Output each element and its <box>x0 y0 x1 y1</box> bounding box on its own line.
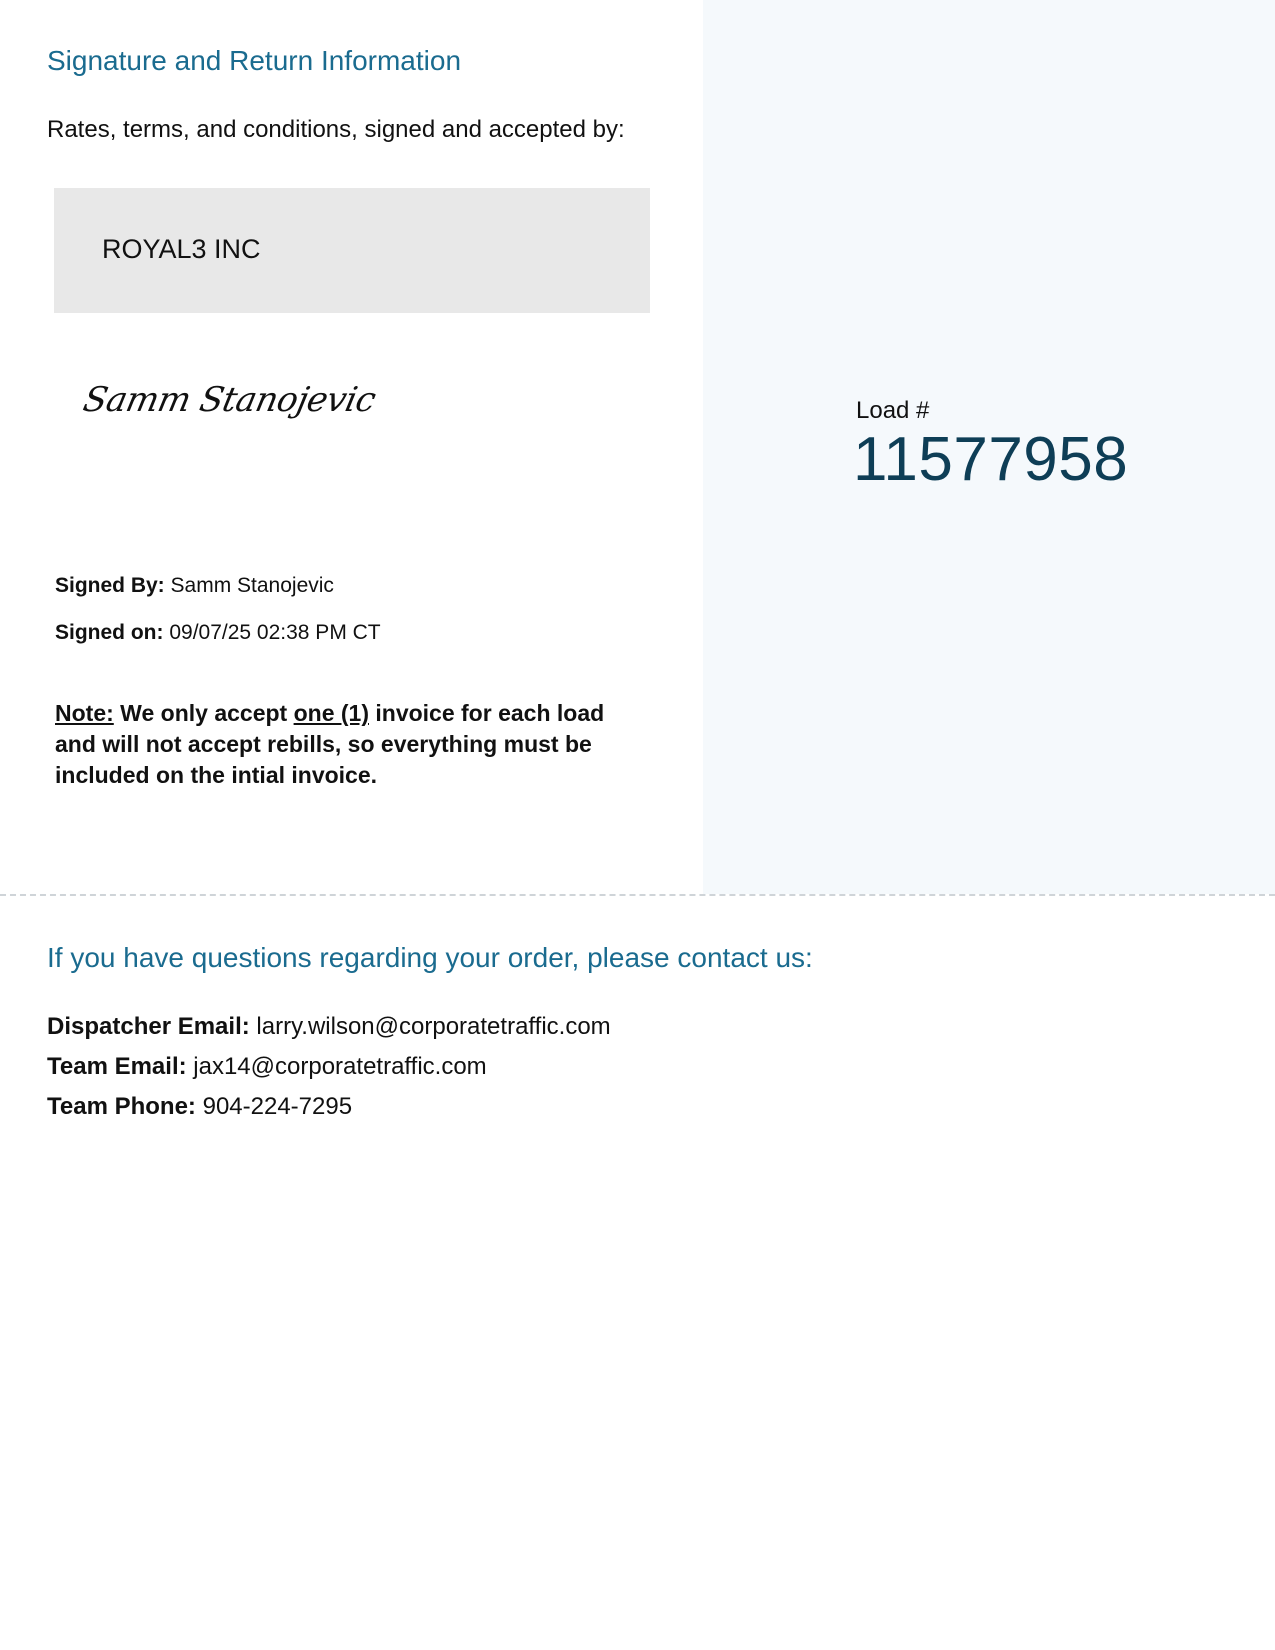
acceptance-intro: Rates, terms, and conditions, signed and accepted by: <box>47 116 625 143</box>
note-text-2: invoice for each load and will not accept rebills, so everything must be included on the intial invoice. <box>55 700 605 788</box>
dashed-divider <box>0 894 1275 896</box>
team-email[interactable]: jax14@corporatetraffic.com <box>193 1053 487 1080</box>
team-email-line <box>47 1053 487 1081</box>
dispatcher-email-line <box>47 1013 611 1041</box>
team-phone-label: Team Phone: <box>47 1093 196 1120</box>
signature-section-title: Signature and Return Information <box>47 45 462 76</box>
team-phone-line <box>47 1093 352 1121</box>
handwritten-signature: Samm Stanojevic <box>79 380 379 420</box>
load-number: 11577958 <box>853 425 1129 494</box>
load-label: Load # <box>856 397 930 424</box>
team-email-label: Team Email: <box>47 1053 187 1080</box>
team-phone[interactable]: 904-224-7295 <box>202 1093 353 1120</box>
invoice-note <box>55 698 635 791</box>
signed-on-line <box>55 621 381 645</box>
contact-section-title: If you have questions regarding your order, please contact us: <box>47 942 813 973</box>
signed-by-line <box>55 574 334 598</box>
dispatcher-email[interactable]: larry.wilson@corporatetraffic.com <box>256 1013 611 1040</box>
note-emphasis: one (1) <box>293 700 369 726</box>
company-name: ROYAL3 INC <box>102 234 261 264</box>
note-text-1: We only accept <box>120 700 288 726</box>
signed-on-label: Signed on: <box>55 621 164 644</box>
company-box <box>54 188 650 313</box>
dispatcher-email-label: Dispatcher Email: <box>47 1013 250 1040</box>
signed-by-label: Signed By: <box>55 574 165 597</box>
note-label: Note: <box>55 700 114 726</box>
signed-by-value: Samm Stanojevic <box>170 574 334 597</box>
signed-on-value: 09/07/25 02:38 PM CT <box>169 621 381 644</box>
